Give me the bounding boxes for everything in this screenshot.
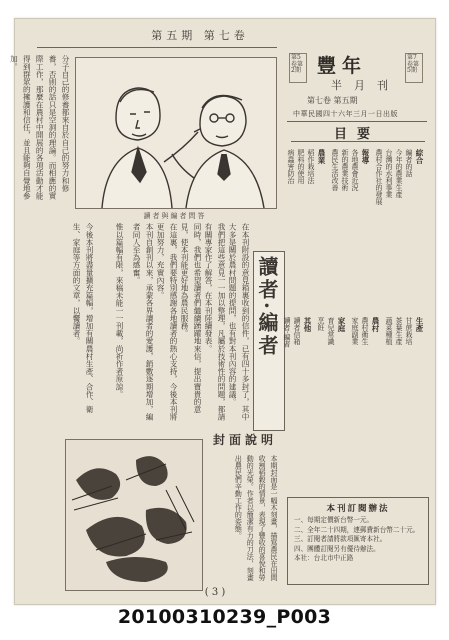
subscription-line: 本社：台北市中正路: [294, 554, 354, 563]
body-text-paragraph: 我們把這些意見一一加以整理，凡屬於技術性的問題，都請有關專家作了解答，在本刊陸續發表。: [204, 223, 226, 421]
toc-item: 農民生活改善: [331, 149, 339, 191]
toc-item: 各地農會近況: [351, 149, 359, 191]
body-text-paragraph: 在本刊附設的意見箱裏收到的信件，已有四十多封了，其中大多是關於農村問題的提問，也有對本刊內容的建議。: [228, 223, 250, 421]
masthead-side-label: 第5卷第2期: [289, 53, 307, 83]
subscription-line: 一、每期定價新台幣一元。: [294, 516, 374, 524]
body-text-paragraph: 今後本刊將盡量擴充篇幅，增加有關農村生產、合作、衛生、家庭等方面的文章，以饗讀者。: [72, 223, 94, 413]
toc-item: 肥料的使用: [297, 149, 305, 184]
cartoon-caption: 讀者與編者問答: [143, 212, 207, 220]
toc-item: 病蟲害防治: [287, 149, 295, 184]
body-text-paragraph: 本刊自創刊以來，承蒙各界讀者的愛護，銷數逐期增加，編者同人至為感奮。: [132, 223, 154, 421]
masthead: [287, 49, 427, 122]
toc-item: 甘蔗栽培: [405, 317, 413, 345]
toc-item: 今年的農業生產: [395, 149, 403, 198]
body-text-paragraph: 同時，我們也希望讀者們繼續踴躍地來信，提出寶貴的意見，使本刊能更好地為農民服務。: [180, 223, 202, 413]
subscription-line: 三、訂閱者請將款項匯寄本社。: [294, 535, 387, 544]
body-text-paragraph: 惟以篇幅有限，來稿未能一一刊載，尚祈作者原諒。: [115, 223, 124, 398]
left-column-text: 分子自己的修養都來自於自己的努力和修養，否則的話只是空洞的理論。而相應的實際工作，那麼在農村中開展的各項活動才能得到群眾的擁護和信任，並且能夠自覺地參加。: [9, 55, 70, 200]
body-text-paragraph: 在這裏，我們要特別感謝各地讀者的熱心支持，今後本刊將更加努力，充實內容。: [156, 223, 178, 421]
header-rule: [37, 47, 277, 48]
toc-item: 農村合作社的發展: [375, 149, 383, 205]
toc-item: 烹飪: [317, 317, 325, 331]
toc-item: 新的農業技術: [341, 149, 349, 191]
magazine-subtitle: 半月刊: [331, 79, 400, 92]
toc-section-label: 其他: [303, 317, 312, 332]
table-of-contents: [283, 145, 427, 490]
volume-label: 第七卷 第五期: [307, 96, 358, 105]
page-number: ( 3 ): [204, 587, 226, 598]
toc-item: 稻作栽培法: [307, 149, 315, 184]
cartoon-drawing: [76, 58, 276, 208]
magazine-title: 豐年: [317, 55, 368, 77]
toc-item: 讀者信箱: [293, 317, 301, 345]
publication-date: 中華民國四十六年三月一日出版: [293, 110, 398, 118]
woodcut-drawing: [66, 440, 202, 590]
toc-rule: [291, 141, 425, 142]
cover-explanation-text: 本期封面是一幅木刻畫，描寫農民在田間收割稻穀的情景，表現了豐收的喜悅和勞動的光榮。作者以簡潔有力的刀法，刻畫出農民們辛勤工作的姿態。: [234, 455, 278, 581]
toc-section-label: 家庭: [337, 317, 346, 332]
cover-explanation-title: 封面說明: [212, 433, 277, 447]
toc-item: 農村衛生: [361, 317, 369, 345]
issue-header: 第五期 第七卷: [151, 29, 249, 42]
subscription-info-box: [287, 497, 429, 585]
subscription-line: 四、團體訂閱另有優待辦法。: [294, 544, 380, 553]
magazine-page: [9, 18, 436, 605]
feature-title: 讀者·編者: [255, 256, 279, 358]
subscription-title: 本刊訂閱辦法: [326, 504, 390, 514]
toc-item: 讀者·編者: [283, 317, 291, 348]
toc-section-label: 農村: [371, 317, 380, 332]
toc-section-label: 生產: [415, 317, 424, 332]
masthead-side-label: 第7卷第5期: [405, 53, 423, 83]
feature-title-box: [253, 251, 285, 431]
toc-item: 茶葉生產: [395, 317, 403, 345]
subscription-lines: [294, 516, 422, 564]
toc-item: 編者的話: [405, 149, 413, 177]
subscription-line: 二、全年二十四期，連郵費新台幣二十元。: [294, 525, 420, 534]
toc-section-label: 綜合: [415, 149, 424, 164]
toc-item: 蔬菜種植: [385, 317, 393, 345]
toc-heading: 目要: [333, 127, 380, 142]
toc-item: 台灣的水利事業: [385, 149, 393, 198]
archive-id-label: 20100310239_P003: [117, 606, 332, 628]
toc-section-label: 報導: [361, 149, 370, 164]
woodcut-illustration: [65, 439, 203, 591]
cartoon-illustration: [75, 57, 277, 209]
toc-section-label: 農業: [317, 149, 326, 164]
toc-item: 家庭副業: [351, 317, 359, 345]
toc-item: 育兒常識: [327, 317, 335, 345]
cover-explanation-header: [205, 427, 277, 451]
